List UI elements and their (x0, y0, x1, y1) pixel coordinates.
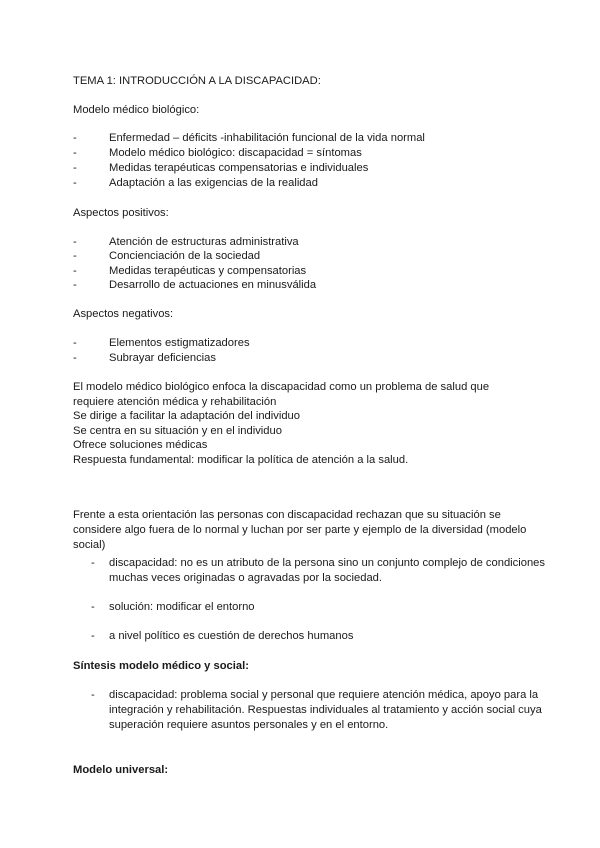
summary-line: requiere atención médica y rehabilitación (73, 396, 277, 408)
list-item: discapacidad: no es un atributo de la persona sino un conjunto complejo de condiciones muchas veces originadas o agravadas por la sociedad. (109, 557, 545, 584)
bullet-dash: - (73, 337, 77, 349)
bullet-dash: - (73, 250, 77, 262)
list-item: Elementos estigmatizadores (109, 337, 250, 349)
document-title: TEMA 1: INTRODUCCIÓN A LA DISCAPACIDAD: (73, 75, 321, 87)
bullet-dash: - (91, 630, 95, 642)
bullet-dash: - (73, 265, 77, 277)
bullet-dash: - (73, 162, 77, 174)
bullet-dash: - (73, 352, 77, 364)
section-heading-modelo-universal: Modelo universal: (73, 764, 169, 776)
list-item: Desarrollo de actuaciones en minusválida (109, 279, 317, 291)
bullet-dash: - (73, 279, 77, 291)
summary-line: Se centra en su situación y en el individuo (73, 425, 282, 437)
section-heading-aspectos-negativos: Aspectos negativos: (73, 308, 174, 320)
list-item: Subrayar deficiencias (109, 352, 216, 364)
summary-line: El modelo médico biológico enfoca la discapacidad como un problema de salud que (73, 381, 490, 393)
bullet-dash: - (91, 601, 95, 613)
section-heading-aspectos-positivos: Aspectos positivos: (73, 207, 169, 219)
summary-line: Se dirige a facilitar la adaptación del individuo (73, 410, 301, 422)
list-item: Enfermedad – déficits -inhabilitación funcional de la vida normal (109, 132, 425, 144)
bullet-dash: - (91, 689, 95, 701)
bullet-dash: - (73, 236, 77, 248)
list-item: a nivel político es cuestión de derechos humanos (109, 630, 354, 642)
list-item: Atención de estructuras administrativa (109, 236, 299, 248)
list-item: Medidas terapéuticas compensatorias e individuales (109, 162, 369, 174)
social-model-paragraph: Frente a esta orientación las personas con discapacidad rechazan que su situación se considere algo fuera de lo normal y luchan por ser parte y ejemplo de la diversidad (modelo social) (73, 509, 527, 552)
list-item: Medidas terapéuticas y compensatorias (109, 265, 307, 277)
summary-line: Ofrece soluciones médicas (73, 439, 208, 451)
list-item: Adaptación a las exigencias de la realidad (109, 177, 318, 189)
list-item: solución: modificar el entorno (109, 601, 255, 613)
bullet-dash: - (73, 147, 77, 159)
bullet-dash: - (91, 557, 95, 569)
bullet-dash: - (73, 177, 77, 189)
list-item: Modelo médico biológico: discapacidad = síntomas (109, 147, 362, 159)
summary-line: Respuesta fundamental: modificar la política de atención a la salud. (73, 454, 409, 466)
list-item: discapacidad: problema social y personal que requiere atención médica, apoyo para la integración y rehabilitación. Respuestas individuales al tratamiento y acción social cuya superación requiere asuntos personales y en el entorno. (109, 689, 542, 731)
section-heading-sintesis: Síntesis modelo médico y social: (73, 660, 249, 672)
list-item: Concienciación de la sociedad (109, 250, 261, 262)
section-heading-modelo-medico: Modelo médico biológico: (73, 104, 200, 116)
bullet-dash: - (73, 132, 77, 144)
